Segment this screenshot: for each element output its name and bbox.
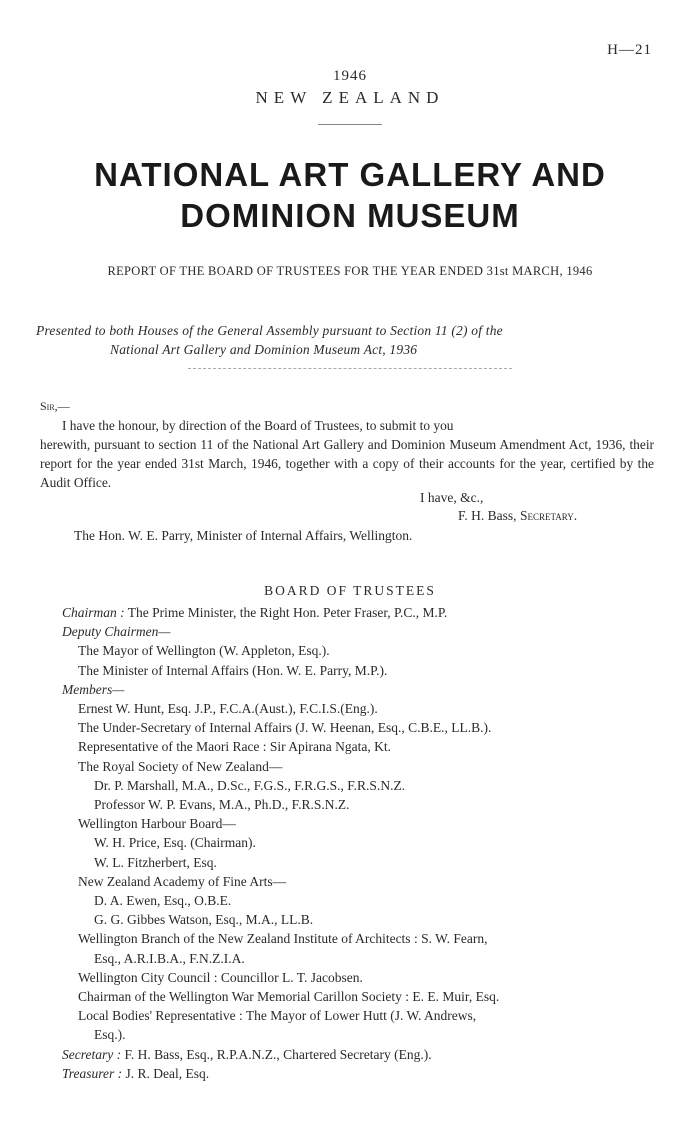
signature-name: F. H. Bass, bbox=[458, 508, 517, 523]
member-item: The Royal Society of New Zealand— bbox=[78, 758, 283, 774]
treasurer-name: J. R. Deal, Esq. bbox=[125, 1065, 210, 1081]
member-item: Representative of the Maori Race : Sir Apirana Ngata, Kt. bbox=[78, 739, 392, 755]
salutation: Sir,— bbox=[40, 399, 70, 413]
members-label: Members— bbox=[62, 681, 125, 697]
divider bbox=[188, 368, 512, 369]
member-item: Ernest W. Hunt, Esq. J.P., F.C.A.(Aust.), F.C.I.S.(Eng.). bbox=[78, 701, 378, 717]
divider bbox=[318, 124, 382, 125]
report-subtitle: REPORT OF THE BOARD OF TRUSTEES FOR THE YEAR ENDED 31st MARCH, 1946 bbox=[107, 264, 593, 278]
member-item: Wellington Harbour Board— bbox=[78, 816, 236, 832]
year: 1946 bbox=[333, 68, 367, 84]
signature bbox=[458, 508, 577, 524]
member-item: The Under-Secretary of Internal Affairs (J. W. Heenan, Esq., C.B.E., LL.B.). bbox=[78, 720, 492, 736]
board-list bbox=[62, 603, 662, 1083]
treasurer-label: Treasurer : bbox=[62, 1065, 123, 1081]
member-subitem: W. L. Fitzherbert, Esq. bbox=[94, 854, 217, 870]
deputy-item: The Mayor of Wellington (W. Appleton, Esq.). bbox=[78, 643, 330, 659]
country: NEW ZEALAND bbox=[255, 88, 445, 107]
member-item-continued: Esq., A.R.I.B.A., F.N.Z.I.A. bbox=[94, 950, 245, 966]
presented-line-2: National Art Gallery and Dominion Museum Act, 1936 bbox=[110, 342, 418, 357]
secretary-label: Secretary : bbox=[62, 1046, 122, 1062]
title-line-1: NATIONAL ART GALLERY AND bbox=[94, 156, 606, 193]
treasurer-entry bbox=[62, 1064, 662, 1083]
chairman-name: The Prime Minister, the Right Hon. Peter Fraser, P.C., M.P. bbox=[127, 605, 448, 620]
signature-title: Secretary. bbox=[519, 508, 578, 523]
chairman-label: Chairman : bbox=[62, 605, 125, 620]
deputy-label: Deputy Chairmen— bbox=[62, 624, 171, 640]
title-line-2: DOMINION MUSEUM bbox=[180, 197, 520, 234]
member-item: Wellington City Council : Councillor L. T. Jacobsen. bbox=[78, 969, 363, 985]
addressee: The Hon. W. E. Parry, Minister of Internal Affairs, Wellington. bbox=[74, 528, 413, 543]
member-subitem: D. A. Ewen, Esq., O.B.E. bbox=[94, 893, 232, 909]
member-subitem: W. H. Price, Esq. (Chairman). bbox=[94, 835, 256, 851]
member-subitem: Professor W. P. Evans, M.A., Ph.D., F.R.S.N.Z. bbox=[94, 797, 350, 813]
page-number: H—21 bbox=[607, 42, 652, 58]
secretary-name: F. H. Bass, Esq., R.P.A.N.Z., Chartered Secretary (Eng.). bbox=[124, 1046, 432, 1062]
deputy-item: The Minister of Internal Affairs (Hon. W. E. Parry, M.P.). bbox=[78, 662, 388, 678]
closing: I have, &c., bbox=[420, 490, 484, 505]
letter-body bbox=[40, 416, 654, 492]
member-item-continued: Esq.). bbox=[94, 1027, 126, 1043]
member-item: New Zealand Academy of Fine Arts— bbox=[78, 873, 287, 889]
board-heading: BOARD OF TRUSTEES bbox=[264, 583, 436, 598]
member-item: Chairman of the Wellington War Memorial Carillon Society : E. E. Muir, Esq. bbox=[78, 989, 500, 1005]
member-item: Wellington Branch of the New Zealand Institute of Architects : S. W. Fearn, bbox=[78, 931, 488, 947]
member-subitem: G. G. Gibbes Watson, Esq., M.A., LL.B. bbox=[94, 912, 314, 928]
chairman-entry bbox=[62, 603, 662, 622]
letter-body-first: I have the honour, by direction of the Board of Trustees, to submit to you bbox=[62, 418, 454, 433]
member-subitem: Dr. P. Marshall, M.A., D.Sc., F.G.S., F.R.G.S., F.R.S.N.Z. bbox=[94, 777, 406, 793]
presented-line-1: Presented to both Houses of the General Assembly pursuant to Section 11 (2) of the bbox=[36, 323, 503, 338]
member-item: Local Bodies' Representative : The Mayor of Lower Hutt (J. W. Andrews, bbox=[78, 1008, 477, 1024]
secretary-entry bbox=[62, 1045, 662, 1064]
letter-body-rest: herewith, pursuant to section 11 of the National Art Gallery and Dominion Museum Amendment Act, 1936, their report for the year ended 31st March, 1946, together with a copy of their accounts for the year, certified by the Audit Office. bbox=[40, 437, 654, 490]
